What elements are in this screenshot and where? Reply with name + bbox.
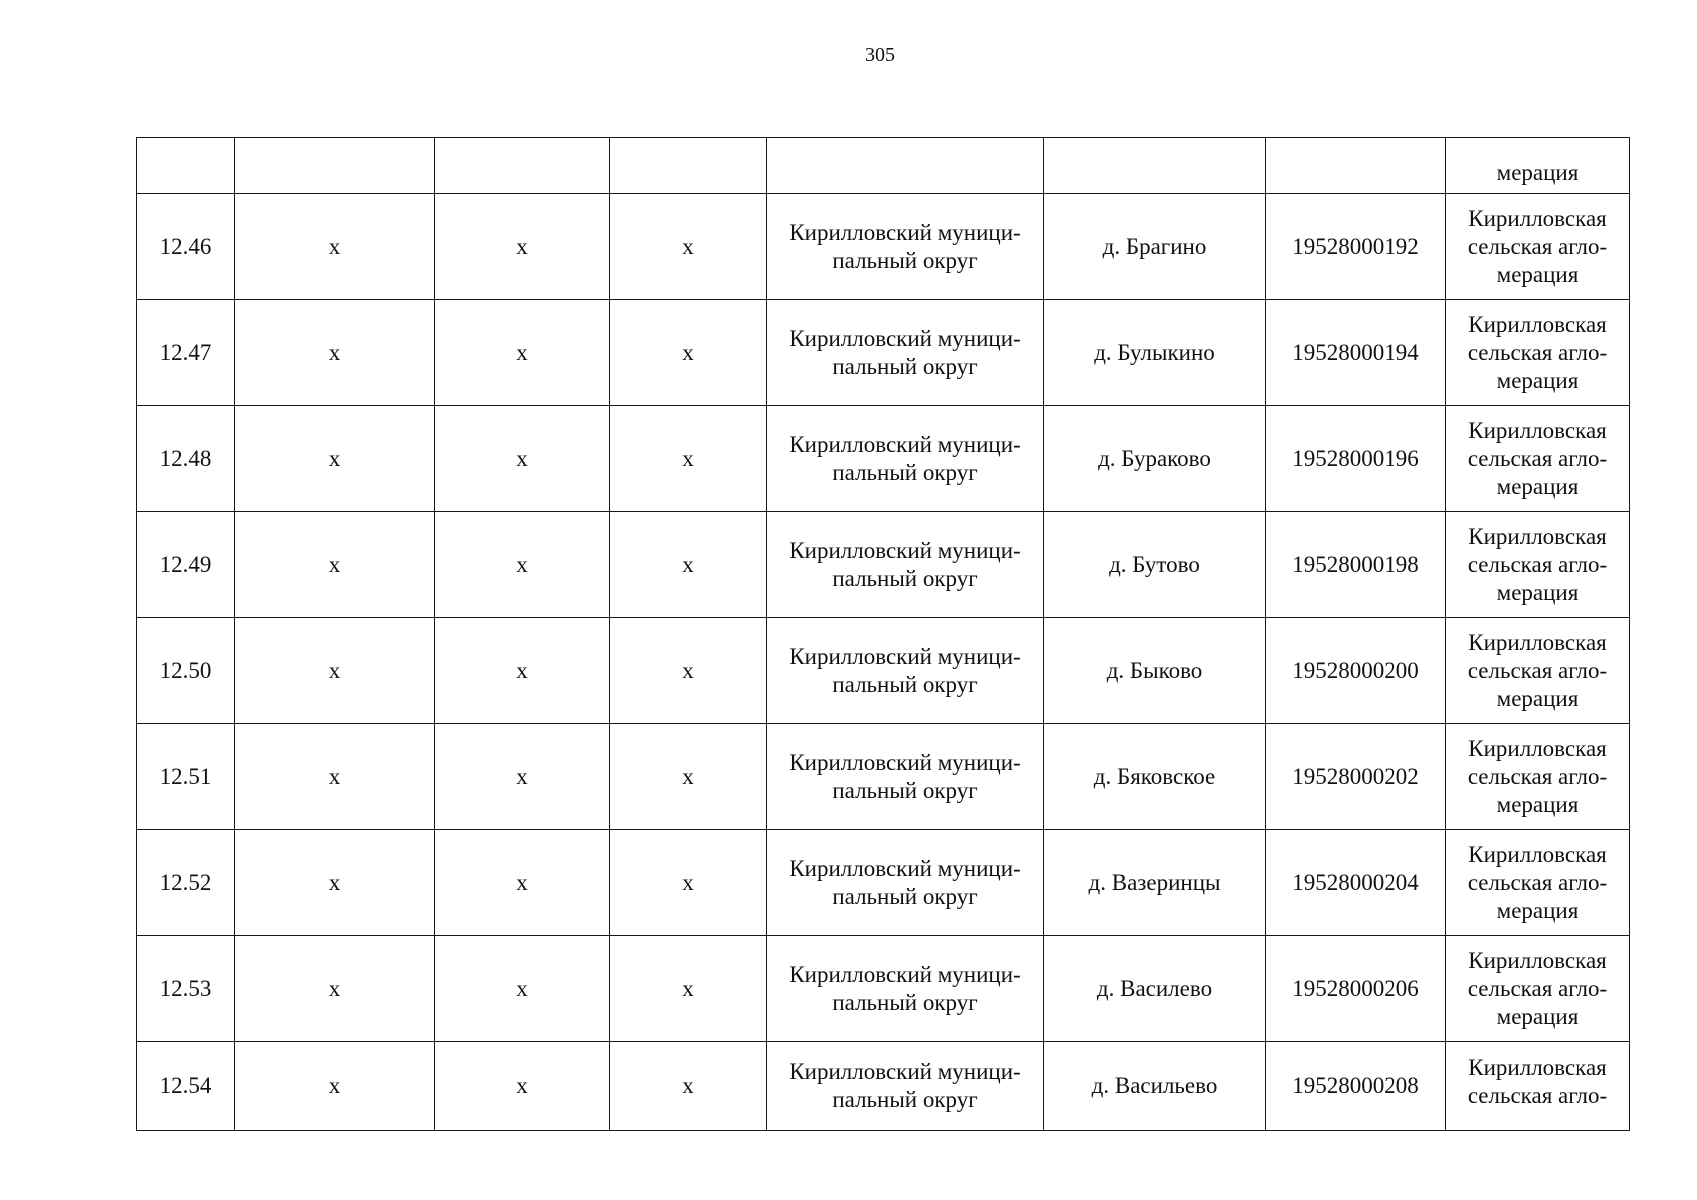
row-number-cell: 12.51 — [137, 724, 235, 830]
mark-cell: x — [435, 936, 610, 1042]
district-cell: Кирилловский муници-пальный округ — [767, 1042, 1044, 1131]
mark-cell: x — [610, 724, 767, 830]
row-number-cell: 12.52 — [137, 830, 235, 936]
agglomeration-cell: Кирилловская сельская агло-мерация — [1446, 724, 1630, 830]
row-number-cell: 12.53 — [137, 936, 235, 1042]
settlement-cell: д. Бяковское — [1044, 724, 1266, 830]
continuation-row — [137, 138, 1630, 194]
settlement-cell: д. Бутово — [1044, 512, 1266, 618]
table-row — [137, 512, 1630, 618]
settlement-cell: д. Вазеринцы — [1044, 830, 1266, 936]
mark-cell: x — [435, 512, 610, 618]
settlement-cell: д. Брагино — [1044, 194, 1266, 300]
agglomeration-cell: Кирилловская сельская агло-мерация — [1446, 194, 1630, 300]
table-body — [137, 138, 1630, 1131]
district-cell: Кирилловский муници-пальный округ — [767, 618, 1044, 724]
empty-cell — [137, 138, 235, 194]
agglomeration-cell: Кирилловская сельская агло-мерация — [1446, 512, 1630, 618]
code-cell: 19528000208 — [1266, 1042, 1446, 1131]
mark-cell: x — [610, 512, 767, 618]
settlement-cell: д. Бураково — [1044, 406, 1266, 512]
mark-cell: x — [235, 936, 435, 1042]
table-row — [137, 936, 1630, 1042]
agglomeration-cell: Кирилловская сельская агло-мерация — [1446, 830, 1630, 936]
mark-cell: x — [610, 1042, 767, 1131]
empty-cell — [235, 138, 435, 194]
table-row — [137, 724, 1630, 830]
table-row — [137, 406, 1630, 512]
mark-cell: x — [235, 724, 435, 830]
page-number: 305 — [865, 44, 895, 66]
code-cell: 19528000194 — [1266, 300, 1446, 406]
mark-cell: x — [235, 1042, 435, 1131]
table-row — [137, 194, 1630, 300]
mark-cell: x — [235, 512, 435, 618]
agglomeration-cell: Кирилловская сельская агло- — [1446, 1042, 1630, 1131]
agglomeration-cell: Кирилловская сельская агло-мерация — [1446, 936, 1630, 1042]
settlement-cell: д. Васильево — [1044, 1042, 1266, 1131]
mark-cell: x — [435, 618, 610, 724]
mark-cell: x — [435, 830, 610, 936]
mark-cell: x — [235, 406, 435, 512]
mark-cell: x — [610, 618, 767, 724]
empty-cell — [1044, 138, 1266, 194]
mark-cell: x — [435, 194, 610, 300]
settlement-cell: д. Булыкино — [1044, 300, 1266, 406]
table-row — [137, 618, 1630, 724]
agglomeration-cell: Кирилловская сельская агло-мерация — [1446, 618, 1630, 724]
agglomeration-cell: мерация — [1446, 138, 1630, 194]
settlement-cell: д. Василево — [1044, 936, 1266, 1042]
empty-cell — [767, 138, 1044, 194]
empty-cell — [610, 138, 767, 194]
district-cell: Кирилловский муници-пальный округ — [767, 724, 1044, 830]
mark-cell: x — [610, 936, 767, 1042]
table-row — [137, 300, 1630, 406]
row-number-cell: 12.50 — [137, 618, 235, 724]
row-number-cell: 12.46 — [137, 194, 235, 300]
table-row — [137, 830, 1630, 936]
code-cell: 19528000200 — [1266, 618, 1446, 724]
code-cell: 19528000202 — [1266, 724, 1446, 830]
mark-cell: x — [235, 830, 435, 936]
district-cell: Кирилловский муници-пальный округ — [767, 406, 1044, 512]
code-cell: 19528000196 — [1266, 406, 1446, 512]
code-cell: 19528000192 — [1266, 194, 1446, 300]
code-cell: 19528000198 — [1266, 512, 1446, 618]
district-cell: Кирилловский муници-пальный округ — [767, 512, 1044, 618]
district-cell: Кирилловский муници-пальный округ — [767, 830, 1044, 936]
mark-cell: x — [610, 830, 767, 936]
district-cell: Кирилловский муници-пальный округ — [767, 936, 1044, 1042]
mark-cell: x — [235, 618, 435, 724]
district-cell: Кирилловский муници-пальный округ — [767, 194, 1044, 300]
settlement-registry-table — [136, 137, 1630, 1131]
code-cell: 19528000204 — [1266, 830, 1446, 936]
mark-cell: x — [235, 300, 435, 406]
empty-cell — [1266, 138, 1446, 194]
mark-cell: x — [235, 194, 435, 300]
mark-cell: x — [435, 1042, 610, 1131]
row-number-cell: 12.49 — [137, 512, 235, 618]
mark-cell: x — [435, 300, 610, 406]
agglomeration-cell: Кирилловская сельская агло-мерация — [1446, 300, 1630, 406]
district-cell: Кирилловский муници-пальный округ — [767, 300, 1044, 406]
mark-cell: x — [610, 194, 767, 300]
mark-cell: x — [435, 406, 610, 512]
settlement-cell: д. Быково — [1044, 618, 1266, 724]
table-row — [137, 1042, 1630, 1131]
mark-cell: x — [435, 724, 610, 830]
row-number-cell: 12.47 — [137, 300, 235, 406]
code-cell: 19528000206 — [1266, 936, 1446, 1042]
mark-cell: x — [610, 406, 767, 512]
empty-cell — [435, 138, 610, 194]
row-number-cell: 12.48 — [137, 406, 235, 512]
agglomeration-cell: Кирилловская сельская агло-мерация — [1446, 406, 1630, 512]
row-number-cell: 12.54 — [137, 1042, 235, 1131]
mark-cell: x — [610, 300, 767, 406]
